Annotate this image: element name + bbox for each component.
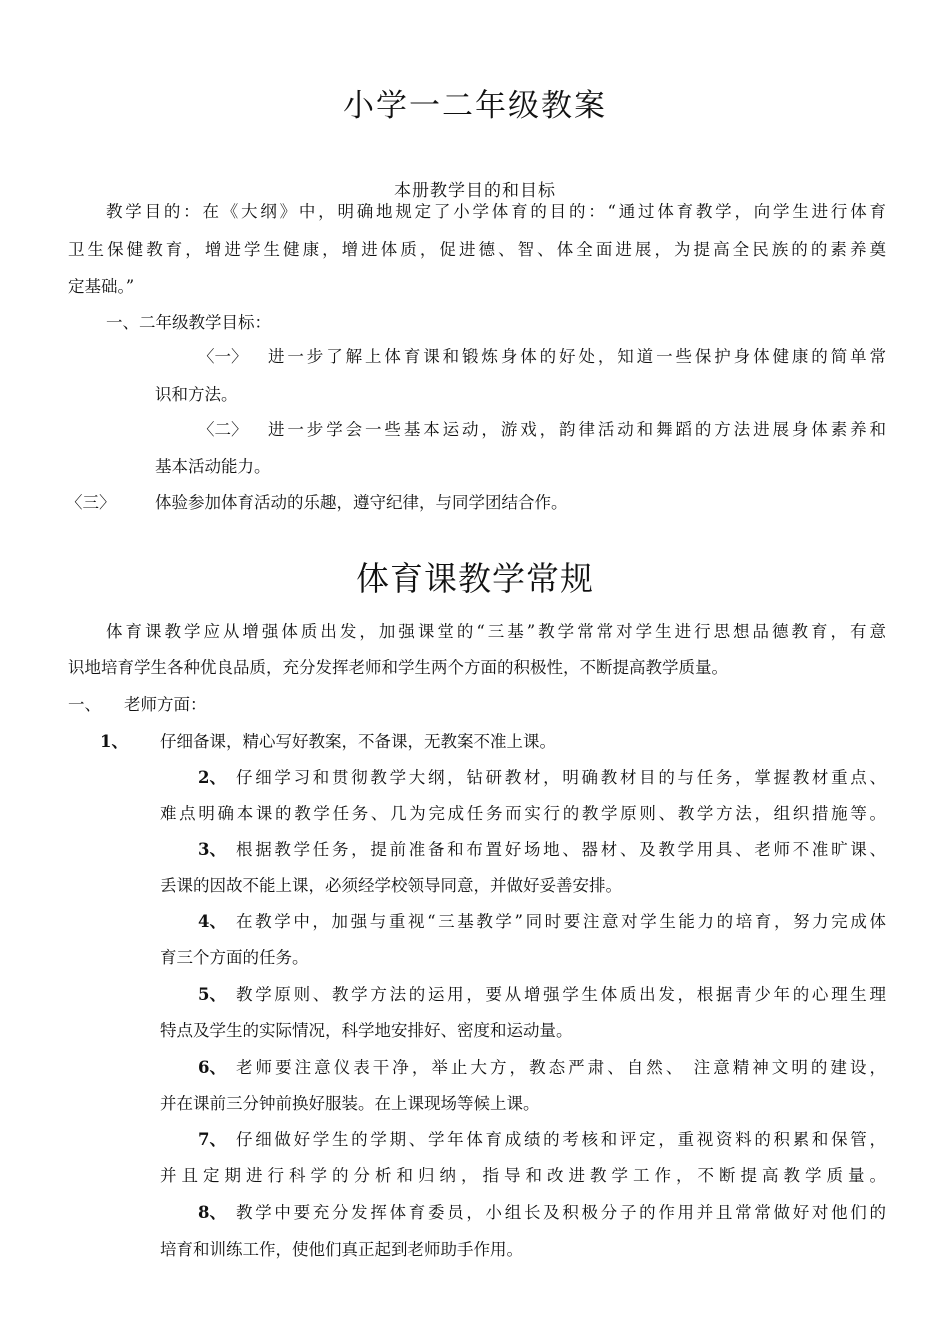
item-number: 6、	[198, 1058, 226, 1077]
section-heading: 本册教学目的和目标	[394, 181, 556, 201]
paragraph-line: 教学目的：在《大纲》中，明确地规定了小学体育的目的：“通过体育教学，向学生进行体育	[106, 202, 886, 221]
item-number: 5、	[198, 985, 226, 1004]
paragraph-line: 识地培育学生各种优良品质，充分发挥老师和学生两个方面的积极性，不断提高教学质量。	[68, 658, 728, 677]
subheading-marker: 一、	[68, 695, 101, 714]
item-text: 教学原则、教学方法的运用，要从增强学生体质出发，根据青少年的心理生理	[236, 985, 886, 1004]
item-number: 8、	[198, 1203, 226, 1222]
item-text: 丢课的因故不能上课，必须经学校领导同意，并做好妥善安排。	[160, 876, 622, 895]
goal-marker: 〈三〉	[66, 493, 116, 512]
item-text: 老师要注意仪表干净，举止大方，教态严肃、自然、 注意精神文明的建设，	[236, 1058, 886, 1077]
item-number: 1、	[100, 732, 128, 751]
section-heading: 体育课教学常规	[356, 559, 594, 598]
paragraph-line: 体育课教学应从增强体质出发，加强课堂的“三基”教学常常对学生进行思想品德教育，有意	[106, 622, 886, 641]
goal-marker: 〈一〉	[198, 347, 248, 366]
subheading-text: 老师方面：	[124, 695, 207, 714]
goal-text: 基本活动能力。	[155, 457, 271, 476]
item-number: 2、	[198, 768, 226, 787]
item-text: 育三个方面的任务。	[160, 948, 309, 967]
goal-text: 识和方法。	[155, 385, 238, 404]
goal-text: 体验参加体育活动的乐趣，遵守纪律，与同学团结合作。	[155, 493, 568, 512]
item-text: 仔细学习和贯彻教学大纲，钻研教材，明确教材目的与任务，掌握教材重点、	[236, 768, 886, 787]
item-text: 并在课前三分钟前换好服装。在上课现场等候上课。	[160, 1094, 540, 1113]
goal-text: 进一步了解上体育课和锻炼身体的好处，知道一些保护身体健康的简单常	[268, 347, 886, 366]
paragraph-line: 定基础。”	[68, 277, 135, 296]
item-number: 4、	[198, 912, 226, 931]
item-text: 特点及学生的实际情况，科学地安排好、密度和运动量。	[160, 1021, 573, 1040]
document-title: 小学一二年级教案	[343, 88, 607, 124]
item-text: 难点明确本课的教学任务、几为完成任务而实行的教学原则、教学方法，组织措施等。	[160, 804, 886, 823]
item-text: 并且定期进行科学的分析和归纳，指导和改进教学工作，不断提高教学质量。	[160, 1166, 886, 1185]
paragraph-line: 卫生保健教育，增进学生健康，增进体质，促进德、智、体全面进展，为提高全民族的的素养奠	[68, 240, 886, 259]
goal-text: 进一步学会一些基本运动，游戏，韵律活动和舞蹈的方法进展身体素养和	[268, 420, 886, 439]
item-text: 根据教学任务，提前准备和布置好场地、器材、及教学用具、老师不准旷课、	[236, 840, 886, 859]
item-number: 7、	[198, 1130, 226, 1149]
item-text: 教学中要充分发挥体育委员，小组长及积极分子的作用并且常常做好对他们的	[236, 1203, 886, 1222]
item-text: 培育和训练工作，使他们真正起到老师助手作用。	[160, 1240, 523, 1259]
item-text: 在教学中，加强与重视“三基教学”同时要注意对学生能力的培育，努力完成体	[236, 912, 886, 931]
goal-marker: 〈二〉	[198, 420, 248, 439]
goals-heading: 一、二年级教学目标：	[106, 313, 271, 332]
item-text: 仔细做好学生的学期、学年体育成绩的考核和评定，重视资料的积累和保管，	[236, 1130, 886, 1149]
item-text: 仔细备课，精心写好教案，不备课，无教案不准上课。	[160, 732, 556, 751]
item-number: 3、	[198, 840, 226, 859]
